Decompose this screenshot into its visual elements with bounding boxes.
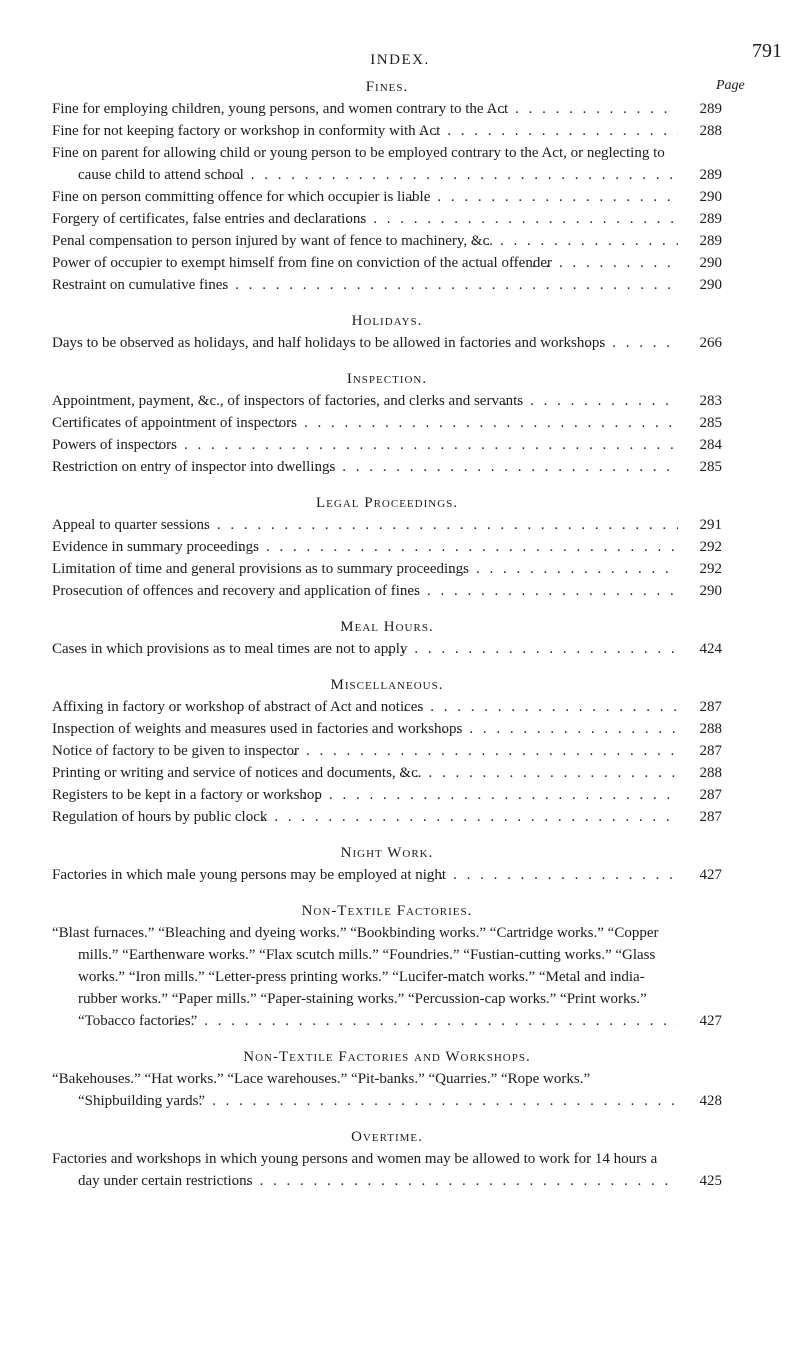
index-entry xyxy=(52,230,722,252)
section-heading: Non-Textile Factories and Workshops. xyxy=(243,1049,531,1065)
entry-page-number: 289 xyxy=(678,98,722,120)
index-entry xyxy=(52,456,722,478)
entry-page-number: 287 xyxy=(678,696,722,718)
entry-text: Printing or writing and service of notices and documents, &c. . . . xyxy=(52,762,678,784)
entry-text: Fine for not keeping factory or workshop in conformity with Act . . . xyxy=(52,120,678,142)
section-heading: Fines. xyxy=(365,79,409,95)
index-entry xyxy=(52,536,722,558)
entry-page-number: 287 xyxy=(678,784,722,806)
entry-page-number: 427 xyxy=(678,864,722,886)
entry-text: Fine for employing children, young persons, and women contrary to the Act . . . xyxy=(52,98,678,120)
index-entry xyxy=(52,696,722,718)
section-heading: Legal Proceedings. xyxy=(316,495,458,511)
entry-page-number: 290 xyxy=(678,580,722,602)
index-entry xyxy=(52,864,722,886)
section-heading: Holidays. xyxy=(351,313,423,329)
index-entry xyxy=(52,208,722,230)
index-entry xyxy=(52,390,722,412)
entry-text: Evidence in summary proceedings . . . xyxy=(52,536,678,558)
index-entry xyxy=(52,558,722,580)
entry-page-number: 291 xyxy=(678,514,722,536)
entry-page-number: 290 xyxy=(678,186,722,208)
entry-page-number: 288 xyxy=(678,762,722,784)
entry-page-number: 288 xyxy=(678,120,722,142)
index-entry xyxy=(52,922,722,1032)
entry-page-number: 284 xyxy=(678,434,722,456)
entry-page-number: 288 xyxy=(678,718,722,740)
section-heading: Inspection. xyxy=(346,371,428,387)
entry-text: Power of occupier to exempt himself from fine on conviction of the actual offender . . . xyxy=(52,252,678,274)
entry-text: Registers to be kept in a factory or workshop . . . xyxy=(52,784,678,806)
entry-page-number: 287 xyxy=(678,740,722,762)
entry-text: Inspection of weights and measures used in factories and workshops . . . xyxy=(52,718,678,740)
page-column-label: Page xyxy=(716,78,745,93)
index-entry xyxy=(52,434,722,456)
index-entry xyxy=(52,120,722,142)
index-entry xyxy=(52,638,722,660)
entry-page-number: 292 xyxy=(678,536,722,558)
entry-text: Powers of inspectors . . . xyxy=(52,434,678,456)
index-entry xyxy=(52,740,722,762)
index-entry xyxy=(52,580,722,602)
entry-page-number: 425 xyxy=(678,1170,722,1192)
running-title: INDEX. xyxy=(370,52,430,68)
entry-text: Restraint on cumulative fines . . . xyxy=(52,274,678,296)
entry-page-number: 285 xyxy=(678,456,722,478)
index-entry xyxy=(52,1148,722,1192)
entry-page-number: 428 xyxy=(678,1090,722,1112)
section-heading: Miscellaneous. xyxy=(330,677,444,693)
entry-text: Factories and workshops in which young persons and women may be allowed to work for 14 hours a day under certain restrictions . . . xyxy=(52,1148,678,1192)
entry-text: Appointment, payment, &c., of inspectors of factories, and clerks and servants . . . xyxy=(52,390,678,412)
index-entry xyxy=(52,252,722,274)
index-entry xyxy=(52,98,722,120)
section-heading: Non-Textile Factories. xyxy=(301,903,473,919)
entry-text: Fine on parent for allowing child or young person to be employed contrary to the Act, or neglecting to cause child to attend school . . . xyxy=(52,142,678,186)
entry-page-number: 266 xyxy=(678,332,722,354)
entry-page-number: 290 xyxy=(678,274,722,296)
entry-text: Forgery of certificates, false entries and declarations . . . xyxy=(52,208,678,230)
entry-page-number: 285 xyxy=(678,412,722,434)
index-entry xyxy=(52,274,722,296)
entry-text: “Blast furnaces.” “Bleaching and dyeing works.” “Bookbinding works.” “Cartridge works.” “Copper mills.” “Earthenware works.” “Flax scutch mills.” “Foundries.” “Fustian-cutting works.” “Glass works.” “Iron mills.” “Letter-press printing works.” “Lucifer-match works.” “Metal and india-rubber works.” “Paper mills.” “Paper-staining works.” “Percussion-cap works.” “Print works.” “Tobacco factories” . . . xyxy=(52,922,678,1032)
index-entry xyxy=(52,1068,722,1112)
entry-text: Restriction on entry of inspector into dwellings . . . xyxy=(52,456,678,478)
page-number: 791 xyxy=(752,40,782,62)
entry-page-number: 424 xyxy=(678,638,722,660)
entry-text: Factories in which male young persons may be employed at night . . . xyxy=(52,864,678,886)
entry-text: Days to be observed as holidays, and half holidays to be allowed in factories and workshops . . . xyxy=(52,332,678,354)
index-entry xyxy=(52,784,722,806)
entry-page-number: 290 xyxy=(678,252,722,274)
entry-text: Limitation of time and general provisions as to summary proceedings . . . xyxy=(52,558,678,580)
entry-text: Regulation of hours by public clock . . . xyxy=(52,806,678,828)
index-entry xyxy=(52,412,722,434)
index-sections xyxy=(52,76,722,1192)
entry-page-number: 289 xyxy=(678,208,722,230)
section-heading: Meal Hours. xyxy=(340,619,434,635)
entry-page-number: 427 xyxy=(678,1010,722,1032)
index-entry xyxy=(52,142,722,186)
entry-text: Prosecution of offences and recovery and application of fines . . . xyxy=(52,580,678,602)
entry-text: Cases in which provisions as to meal times are not to apply . . . xyxy=(52,638,678,660)
section-heading: Night Work. xyxy=(340,845,434,861)
index-entry xyxy=(52,762,722,784)
entry-text: Appeal to quarter sessions . . . xyxy=(52,514,678,536)
index-entry xyxy=(52,718,722,740)
entry-text: Certificates of appointment of inspectors . . . xyxy=(52,412,678,434)
entry-text: Penal compensation to person injured by want of fence to machinery, &c. . . . xyxy=(52,230,678,252)
entry-page-number: 289 xyxy=(678,164,722,186)
entry-text: Fine on person committing offence for which occupier is liable . . . xyxy=(52,186,678,208)
index-entry xyxy=(52,186,722,208)
section-heading: Overtime. xyxy=(351,1129,423,1145)
entry-page-number: 283 xyxy=(678,390,722,412)
entry-text: Notice of factory to be given to inspector . . . xyxy=(52,740,678,762)
entry-text: “Bakehouses.” “Hat works.” “Lace warehouses.” “Pit-banks.” “Quarries.” “Rope works.” “Shipbuilding yards” . . . xyxy=(52,1068,678,1112)
index-entry xyxy=(52,332,722,354)
index-entry xyxy=(52,514,722,536)
entry-text: Affixing in factory or workshop of abstract of Act and notices . . . xyxy=(52,696,678,718)
entry-page-number: 289 xyxy=(678,230,722,252)
index-entry xyxy=(52,806,722,828)
entry-page-number: 287 xyxy=(678,806,722,828)
entry-page-number: 292 xyxy=(678,558,722,580)
